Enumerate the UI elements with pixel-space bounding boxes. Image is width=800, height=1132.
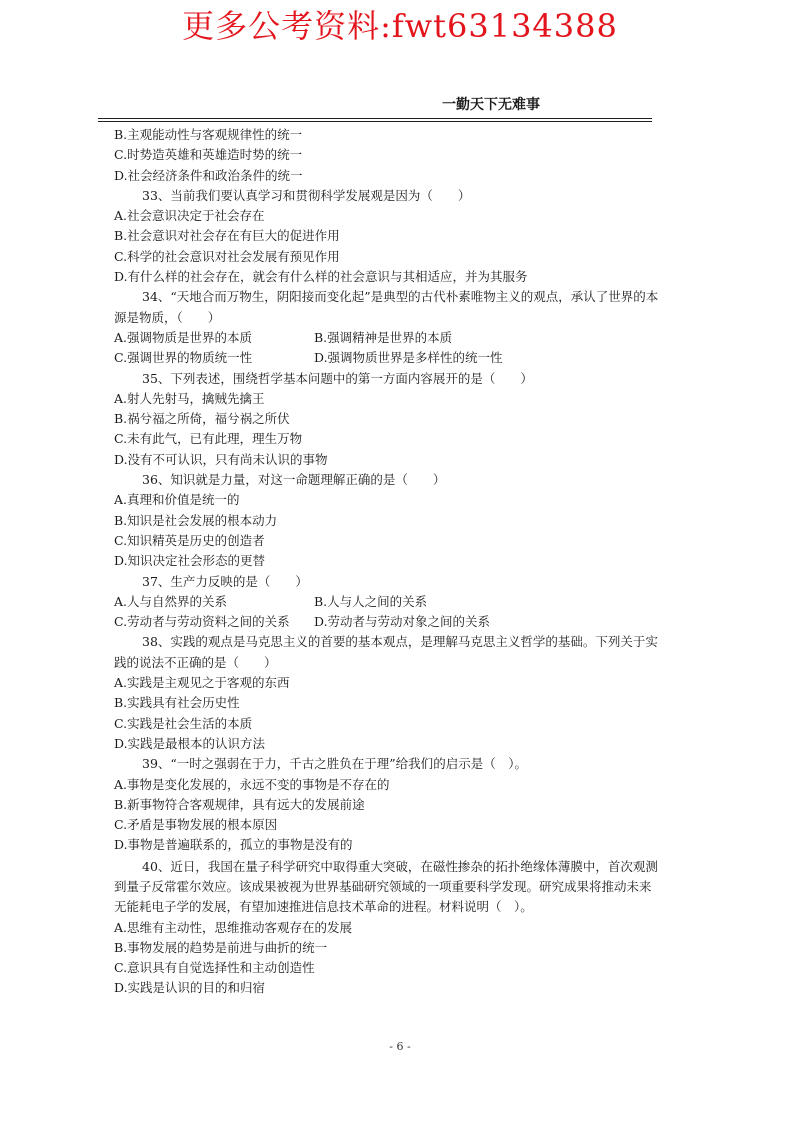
question-38-option-d: D.实践是最根本的认识方法 xyxy=(114,735,266,751)
option-line: B.主观能动性与客观规律性的统一 xyxy=(114,127,303,142)
question-39-stem: 39、“一时之强弱在于力，千古之胜负在于理”给我们的启示是（ ）。 xyxy=(142,756,527,772)
question-38-option-a: A.实践是主观见之于客观的东西 xyxy=(114,675,290,691)
question-body xyxy=(114,125,662,999)
question-38-stem: 38、实践的观点是马克思主义的首要的基本观点，是理解马克思主义哲学的基础。下列关于实践的说法不正确的是（ ） xyxy=(114,634,658,670)
question-34-option-d: D.强调物质世界是多样性的统一性 xyxy=(314,350,503,366)
question-37-option-c: C.劳动者与劳动资料之间的关系 xyxy=(114,614,290,630)
question-35-stem: 35、下列表述，围绕哲学基本问题中的第一方面内容展开的是（ ） xyxy=(142,370,533,386)
header-rule-top xyxy=(98,118,652,119)
question-35-option-a: A.射人先射马，擒贼先擒王 xyxy=(114,390,265,406)
question-38-option-c: C.实践是社会生活的本质 xyxy=(114,715,253,731)
question-36-option-d: D.知识决定社会形态的更替 xyxy=(114,553,266,569)
question-36-option-b: B.知识是社会发展的根本动力 xyxy=(114,512,278,528)
option-line: C.时势造英雄和英雄造时势的统一 xyxy=(114,147,303,163)
page-header-title: 一勤天下无难事 xyxy=(442,97,540,113)
question-33-option-a: A.社会意识决定于社会存在 xyxy=(114,208,265,224)
question-33-option-d: D.有什么样的社会存在，就会有什么样的社会意识与其相适应，并为其服务 xyxy=(114,269,528,285)
question-34-stem: 34、“天地合而万物生，阴阳接而变化起”是典型的古代朴素唯物主义的观点，承认了世界的本源是物质，（ ） xyxy=(114,289,659,325)
question-39-option-b: B.新事物符合客观规律，具有远大的发展前途 xyxy=(114,796,365,812)
question-40-stem: 40、近日，我国在量子科学研究中取得重大突破，在磁性掺杂的拓扑绝缘体薄膜中，首次观测到量子反常霍尔效应。该成果被视为世界基础研究领域的一项重要科学发现。研究成果将推动未来无能耗电子学的发展，有望加速推进信息技术革命的进程。材料说明（ ）。 xyxy=(114,858,658,915)
question-33-option-c: C.科学的社会意识对社会发展有预见作用 xyxy=(114,248,340,264)
question-36-option-c: C.知识精英是历史的创造者 xyxy=(114,532,265,548)
question-34-option-c: C.强调世界的物质统一性 xyxy=(114,350,253,366)
option-line: D.社会经济条件和政治条件的统一 xyxy=(114,167,303,183)
page-number: - 6 - xyxy=(389,1040,411,1053)
question-40-option-b: B.事物发展的趋势是前进与曲折的统一 xyxy=(114,939,328,955)
question-39-option-c: C.矛盾是事物发展的根本原因 xyxy=(114,817,278,833)
watermark-banner: 更多公考资料:fwt63134388 xyxy=(182,7,618,45)
question-39-option-d: D.事物是普遍联系的，孤立的事物是没有的 xyxy=(114,837,353,853)
header-rule-bottom xyxy=(98,121,652,122)
question-38-option-b: B.实践具有社会历史性 xyxy=(114,695,240,711)
question-34-options-row2 xyxy=(114,348,662,368)
question-33-stem: 33、当前我们要认真学习和贯彻科学发展观是因为（ ） xyxy=(142,187,471,203)
question-40-option-a: A.思维有主动性，思维推动客观存在的发展 xyxy=(114,919,353,935)
question-37-option-d: D.劳动者与劳动对象之间的关系 xyxy=(314,614,491,630)
question-37-options-row2 xyxy=(114,612,662,632)
question-36-stem: 36、知识就是力量，对这一命题理解正确的是（ ） xyxy=(142,472,446,488)
question-34-option-a: A.强调物质是世界的本质 xyxy=(114,329,253,345)
question-40-option-d: D.实践是认识的目的和归宿 xyxy=(114,980,266,996)
question-36-option-a: A.真理和价值是统一的 xyxy=(114,492,240,508)
question-37-option-b: B.人与人之间的关系 xyxy=(314,593,428,609)
question-35-option-b: B.祸兮福之所倚，福兮祸之所伏 xyxy=(114,411,290,427)
question-37-stem: 37、生产力反映的是（ ） xyxy=(142,573,308,589)
question-35-option-d: D.没有不可认识，只有尚未认识的事物 xyxy=(114,451,328,467)
question-40-option-c: C.意识具有自觉选择性和主动创造性 xyxy=(114,960,315,976)
question-33-option-b: B.社会意识对社会存在有巨大的促进作用 xyxy=(114,228,340,244)
question-37-option-a: A.人与自然界的关系 xyxy=(114,593,228,609)
question-37-options-row1 xyxy=(114,592,662,612)
question-35-option-c: C.未有此气，已有此理，理生万物 xyxy=(114,431,303,447)
question-34-option-b: B.强调精神是世界的本质 xyxy=(314,329,453,345)
question-39-option-a: A.事物是变化发展的，永远不变的事物是不存在的 xyxy=(114,776,390,792)
question-34-options-row1 xyxy=(114,328,662,348)
